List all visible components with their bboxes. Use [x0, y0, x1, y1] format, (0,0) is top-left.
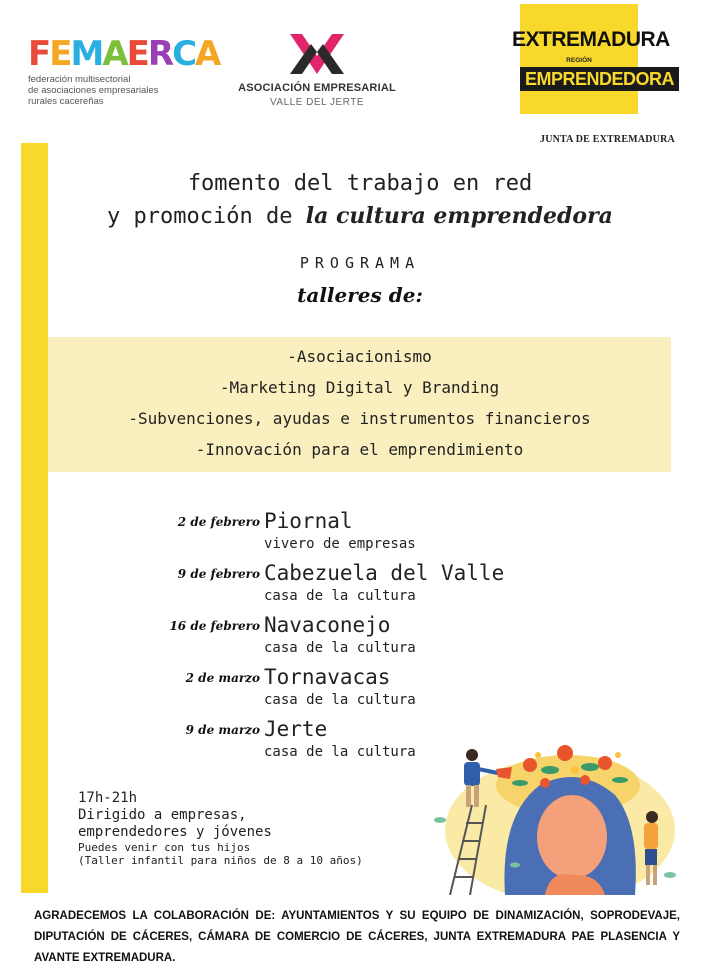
workshop-list	[48, 337, 671, 472]
schedule-date: 9 de febrero	[177, 567, 260, 581]
schedule-row	[100, 664, 660, 716]
headline-line-2-prefix: y promoción de	[107, 204, 306, 229]
asociacion-subtitle: VALLE DEL JERTE	[269, 97, 365, 108]
workshop-item: -Marketing Digital y Branding	[219, 378, 500, 397]
asociacion-mark-icon	[286, 32, 348, 76]
schedule-venue: casa de la cultura	[264, 692, 416, 708]
extremadura-title: EXTREMADURA	[512, 28, 670, 51]
schedule-date: 2 de febrero	[177, 515, 260, 529]
programa-label: PROGRAMA	[299, 254, 421, 272]
femaerca-subtitle	[28, 74, 198, 107]
schedule-date: 16 de febrero	[169, 619, 260, 633]
schedule-date: 2 de marzo	[185, 671, 260, 685]
event-audience-line: emprendedores y jóvenes	[78, 824, 272, 840]
schedule-venue: vivero de empresas	[264, 536, 416, 552]
left-accent-bar	[21, 143, 48, 893]
headline	[60, 168, 660, 233]
extremadura-band: EMPRENDEDORA	[520, 67, 679, 91]
schedule-row	[100, 560, 660, 612]
schedule-place: Navaconejo	[264, 613, 391, 637]
schedule-venue: casa de la cultura	[264, 744, 416, 760]
acknowledgements: AGRADECEMOS LA COLABORACIÓN DE: AYUNTAMIENTOS Y SU EQUIPO DE DINAMIZACIÓN, SOPRODEVAJE, DIPUTACIÓN DE CÁCERES, CÁMARA DE COMERCIO DE CÁCERES, JUNTA EXTREMADURA PAE PLASENCIA Y AVANTE EXTREMADURA.	[34, 910, 680, 964]
femaerca-letter: E	[49, 34, 71, 74]
schedule-venue: casa de la cultura	[264, 640, 416, 656]
schedule-date: 9 de marzo	[185, 723, 260, 737]
femaerca-letter: A	[195, 34, 220, 74]
event-kids-line: Puedes venir con tus hijos	[78, 841, 251, 854]
femaerca-subtitle-line: federación multisectorial	[28, 74, 131, 85]
femaerca-letter: E	[126, 34, 148, 74]
event-time: 17h-21h	[78, 790, 138, 806]
schedule-place: Jerte	[264, 717, 328, 741]
femaerca-letter: M	[70, 34, 103, 74]
schedule-venue: casa de la cultura	[264, 588, 416, 604]
schedule-place: Cabezuela del Valle	[264, 561, 505, 585]
headline-line-1: fomento del trabajo en red	[187, 171, 533, 196]
event-info	[78, 790, 363, 867]
workshop-item: -Innovación para el emprendimiento	[195, 440, 524, 459]
femaerca-letter: C	[172, 34, 196, 74]
schedule-place: Tornavacas	[264, 665, 391, 689]
asociacion-name: ASOCIACIÓN EMPRESARIAL	[238, 82, 396, 94]
schedule-row	[100, 612, 660, 664]
workshop-item: -Subvenciones, ayudas e instrumentos financieros	[128, 409, 591, 428]
event-kids-line: (Taller infantil para niños de 8 a 10 años)	[78, 854, 363, 867]
illustration-creativity-icon	[420, 725, 680, 895]
extremadura-logo	[512, 4, 682, 114]
talleres-label: talleres de:	[297, 283, 423, 307]
femaerca-letter: R	[147, 34, 173, 74]
extremadura-region: REGIÓN	[566, 57, 592, 64]
femaerca-letter: F	[28, 34, 50, 74]
femaerca-subtitle-line: rurales cacereñas	[28, 96, 104, 107]
workshop-item: -Asociacionismo	[287, 347, 432, 366]
headline-line-2	[60, 200, 660, 233]
femaerca-letter: A	[102, 34, 127, 74]
femaerca-wordmark	[28, 34, 220, 74]
femaerca-logo	[28, 34, 220, 107]
femaerca-subtitle-line: de asociaciones empresariales	[28, 85, 159, 96]
schedule-row	[100, 508, 660, 560]
headline-script: la cultura emprendedora	[305, 203, 613, 229]
schedule-place: Piornal	[264, 509, 353, 533]
event-audience-line: Dirigido a empresas,	[78, 807, 247, 823]
asociacion-logo	[222, 32, 412, 108]
junta-label: JUNTA DE EXTREMADURA	[540, 134, 675, 145]
